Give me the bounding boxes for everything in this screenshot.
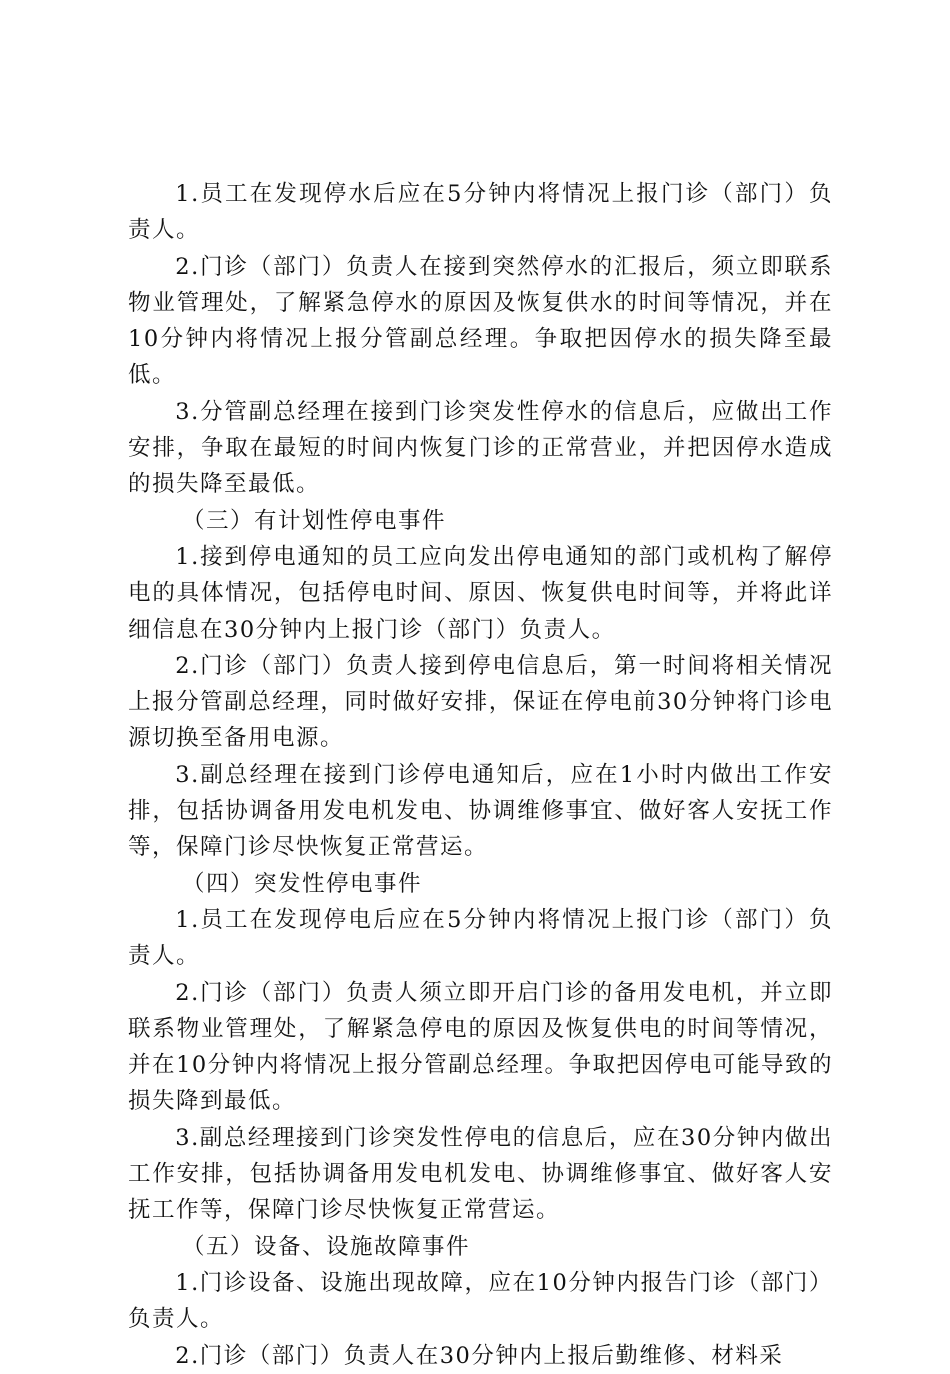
paragraph: 2.门诊（部门）负责人接到停电信息后，第一时间将相关情况上报分管副总经理，同时做好安排，保证在停电前30分钟将门诊电源切换至备用电源。 — [128, 652, 833, 752]
paragraph: 1.门诊设备、设施出现故障，应在10分钟内报告门诊（部门）负责人。 — [128, 1269, 833, 1333]
section-heading: （四）突发性停电事件 — [182, 870, 423, 897]
paragraph: 1.员工在发现停水后应在5分钟内将情况上报门诊（部门）负责人。 — [128, 181, 833, 244]
paragraph: 1.员工在发现停电后应在5分钟内将情况上报门诊（部门）负责人。 — [128, 906, 833, 970]
paragraph: 2.门诊（部门）负责人在30分钟内上报后勤维修、材料采 — [175, 1342, 784, 1369]
paragraph: 2.门诊（部门）负责人在接到突然停水的汇报后，须立即联系物业管理处，了解紧急停水的原因及恢复供水的时间等情况，并在10分钟内将情况上报分管副总经理。争取把因停水的损失降至最低。 — [128, 253, 833, 389]
paragraph: 3.副总经理接到门诊突发性停电的信息后，应在30分钟内做出工作安排，包括协调备用发电机发电、协调维修事宜、做好客人安抚工作等，保障门诊尽快恢复正常营运。 — [128, 1124, 833, 1224]
section-heading: （五）设备、设施故障事件 — [182, 1233, 471, 1260]
paragraph: 1.接到停电通知的员工应向发出停电通知的部门或机构了解停电的具体情况，包括停电时间、原因、恢复供电时间等，并将此详细信息在30分钟内上报门诊（部门）负责人。 — [128, 543, 833, 643]
paragraph: 2.门诊（部门）负责人须立即开启门诊的备用发电机，并立即联系物业管理处，了解紧急停电的原因及恢复供电的时间等情况，并在10分钟内将情况上报分管副总经理。争取把因停电可能导致的损失降到最低。 — [128, 979, 833, 1115]
paragraph: 3.副总经理在接到门诊停电通知后，应在1小时内做出工作安排，包括协调备用发电机发电、协调维修事宜、做好客人安抚工作等，保障门诊尽快恢复正常营运。 — [128, 761, 833, 861]
section-heading: （三）有计划性停电事件 — [182, 507, 447, 534]
paragraph: 3.分管副总经理在接到门诊突发性停水的信息后，应做出工作安排，争取在最短的时间内恢复门诊的正常营业，并把因停水造成的损失降至最低。 — [128, 398, 833, 498]
document-body — [128, 176, 833, 1374]
